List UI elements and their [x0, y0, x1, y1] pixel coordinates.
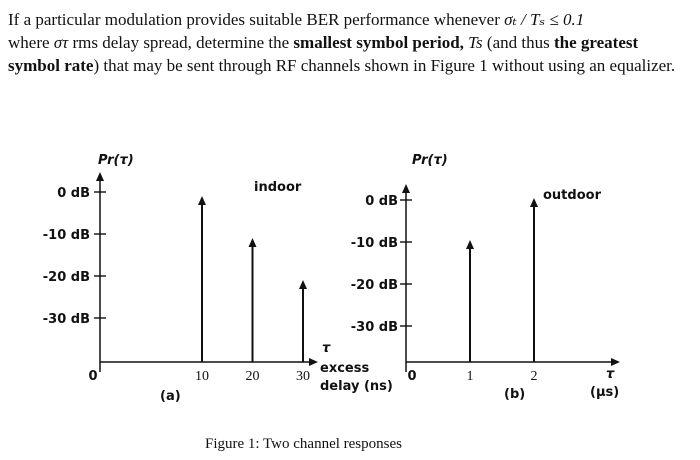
panel-b-xtick-label: 0 [407, 369, 417, 384]
panel-b-tag: (b) [504, 387, 526, 402]
panel-a-ytick-label: 0 dB [57, 186, 90, 201]
ts-symbol: Ts [468, 33, 483, 52]
sigma-symbol: στ [53, 33, 69, 52]
panel-a-impulse-arrow [249, 238, 257, 247]
panel-b-outdoor-label: outdoor [543, 188, 601, 203]
the-bold: the [553, 33, 577, 52]
panel-b-xtick-label: 1 [466, 369, 474, 384]
figure-caption: Figure 1: Two channel responses [205, 436, 402, 452]
panel-a-impulses [198, 196, 307, 362]
panel-a-xtick-label: 10 [195, 369, 209, 384]
question-end: ) that may be sent through RF channels shown in Figure 1 without using an equalizer. [93, 56, 676, 75]
ber-condition: σₜ / Tₛ ≤ 0.1 [504, 10, 585, 29]
panel-b-impulse-arrow [466, 240, 474, 249]
panel-b-tau-label: τ [606, 367, 615, 382]
panel-a-ytick-label: -10 dB [42, 228, 90, 243]
panel-a-x-ticks [88, 369, 310, 384]
panel-a-xtick-label: 20 [245, 369, 260, 384]
paren-text: (and thus [482, 33, 554, 52]
panel-b-ytick-label: 0 dB [365, 194, 398, 209]
smallest-symbol-period: smallest symbol period, [293, 33, 464, 52]
panel-a-impulse-arrow [198, 196, 206, 205]
panel-a-xlabel-delay: delay (ns) [320, 379, 393, 394]
panel-a-tau-label: τ [322, 341, 331, 356]
panel-a-indoor-label: indoor [254, 180, 302, 195]
panel-b-impulse-arrow [530, 198, 538, 207]
question-mid: rms delay spread, determine the [68, 33, 294, 52]
panel-b [351, 153, 620, 402]
panel-a-xlabel-excess: excess [320, 361, 370, 376]
panel-a-tag: (a) [160, 389, 181, 404]
panel-a-impulse-arrow [299, 280, 307, 289]
panel-b-x-arrow [611, 358, 620, 366]
panel-b-y-label: Pr(τ) [412, 153, 448, 168]
panel-a-ytick-label: -20 dB [42, 270, 90, 285]
panel-b-ytick-label: -10 dB [350, 236, 398, 251]
greatest-symbol-rate: greatest symbol rate [8, 33, 639, 75]
panel-a-x-arrow [309, 358, 318, 366]
panel-a-y-arrow [96, 172, 104, 181]
panel-a-ytick-label: -30 dB [42, 312, 90, 327]
panel-b-y-ticks [351, 194, 412, 335]
panel-a-xtick-label: 30 [296, 369, 310, 384]
panel-b-ytick-label: -20 dB [350, 278, 398, 293]
panel-a-y-ticks [43, 186, 106, 327]
panel-b-unit-label: (μs) [590, 385, 620, 400]
panel-a-xtick-label: 0 [88, 369, 98, 384]
panel-a-y-label: Pr(τ) [98, 153, 134, 168]
panel-a [43, 153, 393, 404]
panel-b-y-arrow [402, 184, 410, 193]
panel-b-impulses [466, 198, 538, 362]
where-text: where [8, 33, 54, 52]
panel-b-x-ticks [407, 369, 537, 384]
question-intro: If a particular modulation provides suitable BER performance whenever [8, 10, 505, 29]
panel-b-xtick-label: 2 [530, 369, 538, 384]
panel-b-ytick-label: -30 dB [350, 320, 398, 335]
